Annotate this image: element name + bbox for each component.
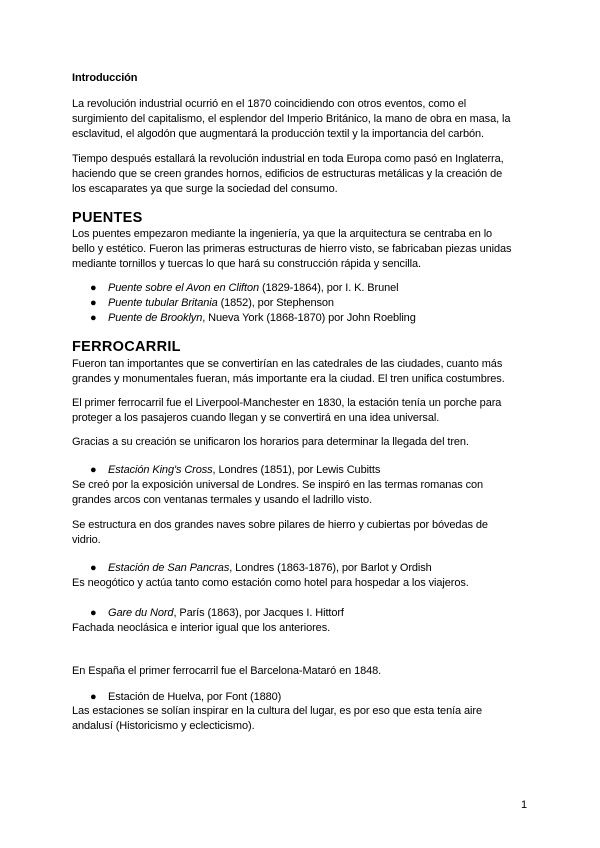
list-item: [90, 463, 380, 477]
kings-p1-line1: Se creó por la exposición universal de Londres. Se inspiró en las termas romanas con: [72, 479, 484, 491]
station-details: , Londres (1851), por Lewis Cubitts: [212, 464, 381, 476]
bridge-name: Puente tubular Britania: [108, 297, 218, 309]
list-item: [90, 606, 344, 620]
puentes-p1-line3: mediante tornillos y tuercas lo que hará su construcción rápida y sencilla.: [72, 258, 421, 270]
ferro-p1-line2: grandes y monumentales fueran, más importante era la ciudad. El tren unifica costumbres.: [72, 373, 505, 385]
intro-p1-line3: esclavitud, el algodón que augmentará la producción textil y la importancia del carbón.: [72, 128, 484, 140]
bridge-name: Puente sobre el Avon en Clifton: [108, 282, 260, 294]
list-item: [90, 281, 398, 295]
intro-p2-line3: los escaparates ya que surge la sociedad del consumo.: [72, 183, 338, 195]
kings-p2-line1: Se estructura en dos grandes naves sobre pilares de hierro y cubiertas por bóvedas de: [72, 519, 488, 531]
kings-p2-line2: vidrio.: [72, 534, 101, 546]
bullet-icon: ●: [90, 691, 97, 703]
ferro-p2-line2: proteger a los pasajeros cuando llegan y se convertirá en una idea universal.: [72, 412, 440, 424]
page-number: 1: [520, 799, 527, 811]
intro-p2-line2: haciendo que se creen grandes hornos, edificios de estructuras metálicas y la creación de: [72, 168, 503, 180]
bridge-details: (1829-1864), por I. K. Brunel: [259, 282, 399, 294]
ferro-p1-line1: Fueron tan importantes que se convertirían en las catedrales de las ciudades, cuanto más: [72, 358, 503, 370]
intro-heading: Introducción: [72, 72, 138, 84]
ferrocarril-heading: FERROCARRIL: [72, 339, 181, 355]
station-name: Estación King's Cross: [108, 464, 213, 476]
puentes-heading: PUENTES: [72, 210, 143, 226]
bullet-icon: ●: [90, 312, 97, 324]
intro-p2-line1: Tiempo después estallará la revolución industrial en toda Europa como pasó en Inglaterra,: [72, 153, 504, 165]
station-name: Gare du Nord: [108, 607, 174, 619]
list-item: [90, 311, 416, 325]
bullet-icon: ●: [90, 464, 97, 476]
ferro-p3: Gracias a su creación se unificaron los horarios para determinar la llegada del tren.: [72, 436, 469, 448]
bullet-icon: ●: [90, 562, 97, 574]
kings-p1-line2: grandes arcos con ventanas termales y usando el ladrillo visto.: [72, 494, 373, 506]
bullet-icon: ●: [90, 607, 97, 619]
huelva-p-line1: Las estaciones se solían inspirar en la cultura del lugar, es por eso que esta tenía aire: [72, 705, 482, 717]
station-details: , París (1863), por Jacques I. Hittorf: [173, 607, 344, 619]
station-details: , Londres (1863-1876), por Barlot y Ordish: [229, 562, 432, 574]
huelva-p-line2: andalusí (Historicismo y eclecticismo).: [72, 720, 255, 732]
ferro-p2-line1: El primer ferrocarril fue el Liverpool-Manchester en 1830, la estación tenía un porche para: [72, 397, 502, 409]
intro-p1-line2: surgimiento del capitalismo, el esplendor del Imperio Británico, la mano de obra en masa, la: [72, 113, 511, 125]
list-item: [90, 561, 432, 575]
pancras-p: Es neogótico y actúa tanto como estación como hotel para hospedar a los viajeros.: [72, 577, 469, 589]
bridge-name: Puente de Brooklyn: [108, 312, 203, 324]
bullet-icon: ●: [90, 282, 97, 294]
puentes-p1-line2: bello y estético. Fueron las primeras estructuras de hierro visto, se fabricaban piezas unidas: [72, 243, 512, 255]
list-item: [90, 690, 281, 704]
bullet-icon: ●: [90, 297, 97, 309]
gare-p: Fachada neoclásica e interior igual que los anteriores.: [72, 622, 331, 634]
station-name: Estación de San Pancras: [108, 562, 230, 574]
intro-p1-line1: La revolución industrial ocurrió en el 1870 coincidiendo con otros eventos, como el: [72, 98, 467, 110]
bridge-details: (1852), por Stephenson: [217, 297, 334, 309]
bridge-details: , Nueva York (1868-1870) por John Roebling: [202, 312, 416, 324]
puentes-p1-line1: Los puentes empezaron mediante la ingeniería, ya que la arquitectura se centraba en lo: [72, 228, 493, 240]
list-item: [90, 296, 334, 310]
station-name: Estación de Huelva, por Font (1880): [108, 691, 282, 703]
espana-p: En España el primer ferrocarril fue el Barcelona-Mataró en 1848.: [72, 665, 382, 677]
